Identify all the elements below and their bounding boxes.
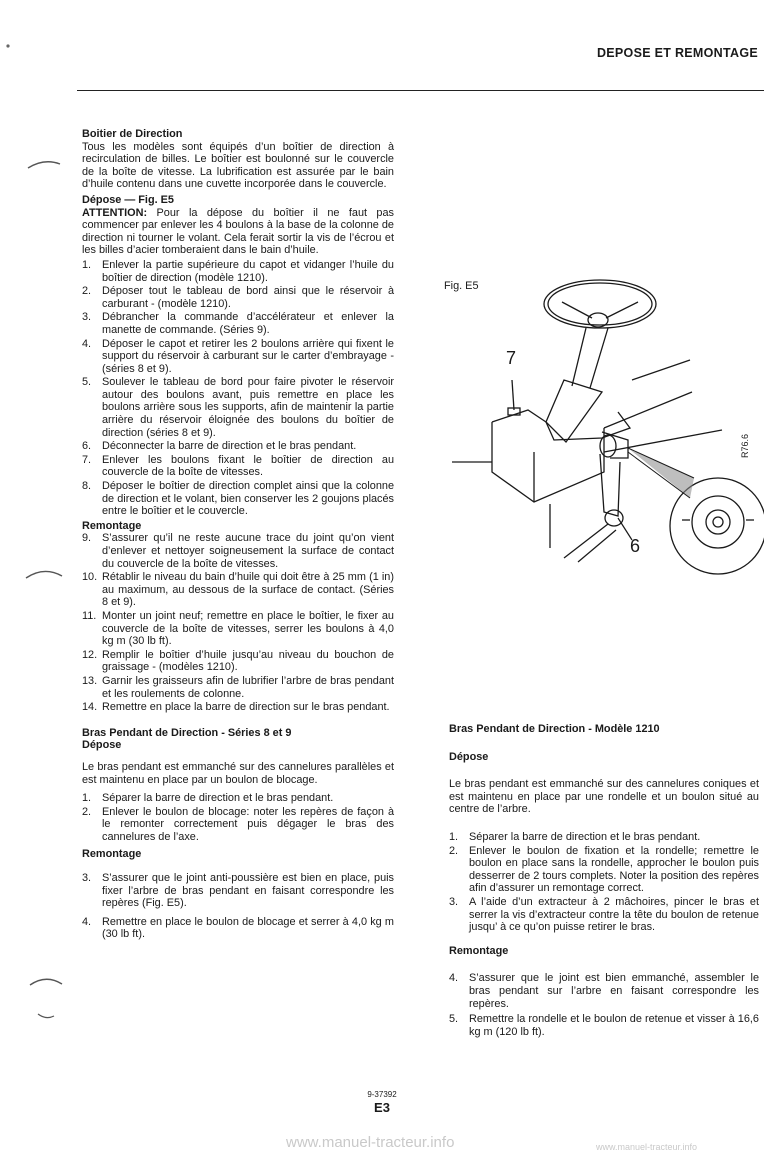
intro-paragraph: Tous les modèles sont équipés d’un boîtier de direction à recirculation de billes. Le boîtier est boulonné sur le couvercle de la boîte de vitesse. La lubrification est assurée par le bain d’huile contenu dans une cuvette incorporée dans le couvercle.	[82, 140, 394, 191]
bras-remontage-heading: Remontage	[82, 848, 142, 861]
list-item: 9. S’assurer qu’il ne reste aucune trace du joint qu’on vient d’enlever et nettoyer soigneusement la surface de contact du couvercle de la boîte de vitesses.	[82, 532, 394, 570]
right-paragraph: Le bras pendant est emmanché sur des cannelures coniques et est maintenu en place par une rondelle et un boulon situé au centre de l’arbre.	[449, 778, 759, 816]
list-item: 4. Déposer le capot et retirer les 2 boulons arrière qui fixent le support du réservoir à carburant sur le carter d’embrayage - (séries 8 et 9).	[82, 337, 394, 375]
margin-marks	[0, 0, 70, 1158]
list-item: 1. Séparer la barre de direction et le bras pendant.	[82, 792, 334, 805]
page-number: E3	[374, 1100, 390, 1115]
bras-paragraph: Le bras pendant est emmanché sur des cannelures parallèles et est maintenu en place par un boulon de blocage.	[82, 760, 394, 786]
figure-e5	[432, 262, 764, 582]
header-rule	[77, 90, 764, 91]
attention-text: Pour la dépose du boîtier il ne faut pas commencer par enlever les 4 boulons à la base de la colonne de direction ni tourner le volant. Cela ferait sortir la vis de l’écrou et les billes d’acier tomberaient dans le bain d’huile.	[82, 206, 394, 257]
right-remontage-steps-list	[449, 972, 759, 1038]
depose-heading: Dépose — Fig. E5	[82, 193, 174, 206]
right-remontage-heading: Remontage	[449, 944, 509, 957]
list-item: 2. Déposer tout le tableau de bord ainsi que le réservoir à carburant - (modèle 1210).	[82, 285, 394, 310]
attention-paragraph	[82, 207, 394, 257]
list-item: 14. Remettre en place la barre de direction sur le bras pendant.	[82, 701, 390, 714]
list-item: 6. Déconnecter la barre de direction et le bras pendant.	[82, 440, 357, 453]
callout-label-7: 7	[506, 348, 517, 368]
list-item: 5. Remettre la rondelle et le boulon de retenue et visser à 16,6 kg m (120 lb ft).	[449, 1013, 759, 1038]
right-depose-heading: Dépose	[449, 750, 489, 763]
bras-heading: Bras Pendant de Direction - Séries 8 et 9	[82, 726, 292, 739]
watermark-small: www.manuel-tracteur.info	[596, 1142, 698, 1152]
list-item: 7. Enlever les boulons fixant le boîtier de direction au couvercle de la boîte de vitesses.	[82, 453, 394, 479]
attention-label: ATTENTION:	[82, 206, 148, 219]
right-depose-steps-list	[449, 831, 759, 934]
list-item: 13. Garnir les graisseurs afin de lubrifier l’arbre de bras pendant et les roulements de colonne.	[82, 674, 394, 700]
list-item: 8. Déposer le boîtier de direction complet ainsi que la colonne de direction et le volant, bien conserver les 2 goujons placés entre le boîtier et le couvercle.	[82, 480, 394, 518]
list-item: 12. Remplir le boîtier d’huile jusqu’au niveau du bouchon de graissage - (modèles 1210).	[82, 648, 394, 674]
left-column	[82, 128, 394, 942]
bras-depose-heading: Dépose	[82, 739, 122, 752]
figure-code: R76.6	[740, 433, 750, 458]
section-title-boitier: Boitier de Direction	[82, 128, 183, 140]
list-item: 3. Débrancher la commande d’accélérateur et enlever la manette de commande. (Séries 9).	[82, 311, 394, 336]
steering-wheel-shape	[544, 280, 656, 328]
list-item: 11. Monter un joint neuf; remettre en place le boîtier, le fixer au couvercle de la boîte de vitesses, serrer les boulons à 4,0 kg m (30 lb ft).	[82, 609, 394, 648]
list-item: 3. S’assurer que le joint anti-poussière est bien en place, puis fixer l’arbre de bras pendant en faisant correspondre les repères (Fig. E5).	[82, 872, 394, 910]
list-item: 5. Soulever le tableau de bord pour faire pivoter le réservoir autour des boulons avant, puis remettre en place les boulons arrière sous les supports, afin de maintenir la partie arrière du réservoir éloignée des boulons du boîtier de direction (séries 8 et 9).	[82, 376, 394, 439]
remontage-steps-list	[82, 532, 394, 713]
page-header-title: DEPOSE ET REMONTAGE	[596, 46, 758, 60]
depose-steps-list	[82, 259, 394, 518]
list-item: 10. Rétablir le niveau du bain d’huile qui doit être à 25 mm (1 in) au maximum, au dessous de la surface de contact. (Séries 8 et 9).	[82, 571, 394, 609]
right-column	[449, 723, 759, 1039]
bras-remontage-steps-list	[82, 872, 394, 941]
figure-caption: Fig. E5	[444, 280, 479, 292]
right-section-title: Bras Pendant de Direction - Modèle 1210	[449, 723, 660, 735]
remontage-heading: Remontage	[82, 519, 142, 532]
list-item: 4. S’assurer que le joint est bien emmanché, assembler le bras pendant sur l’arbre en faisant correspondre les repères.	[449, 972, 759, 1010]
bras-steps-list	[82, 792, 394, 843]
list-item: 2. Enlever le boulon de blocage: noter les repères de façon à le remonter correctement puis dégager le bras des cannelures de l’axe.	[82, 805, 394, 843]
doc-number: 9-37392	[367, 1090, 397, 1099]
list-item: 1. Enlever la partie supérieure du capot et vidanger l’huile du boîtier de direction (modèle 1210).	[82, 258, 394, 284]
list-item: 3. A l’aide d’un extracteur à 2 mâchoires, pincer le bras et serrer la vis d’extracteur contre la tête du boulon de retenue jusqu’ à ce qu’on puisse retirer le bras.	[449, 895, 759, 934]
list-item: 1. Séparer la barre de direction et le bras pendant.	[449, 830, 701, 843]
watermark: www.manuel-tracteur.info	[286, 1134, 455, 1151]
steering-box-illustration	[432, 262, 764, 582]
callout-label-6: 6	[630, 536, 641, 556]
list-item: 4. Remettre en place le boulon de blocage et serrer à 4,0 kg m (30 lb ft).	[82, 915, 394, 941]
list-item: 2. Enlever le boulon de fixation et la rondelle; remettre le boulon en place sans la rondelle, approcher le boulon puis desserrer de 2 tours complets. Noter la position des repères afin d’assurer un remontage correct.	[449, 844, 759, 895]
